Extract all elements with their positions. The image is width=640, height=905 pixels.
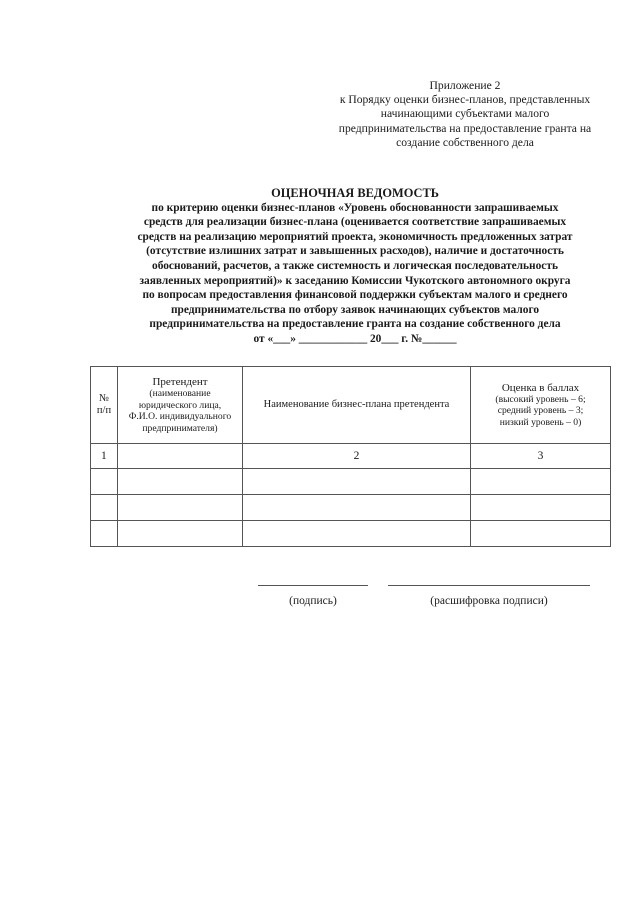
appendix-line: предпринимательства на предоставление гранта на bbox=[338, 121, 592, 135]
document-title: ОЦЕНОЧНАЯ ВЕДОМОСТЬ bbox=[271, 186, 439, 200]
table-cell[interactable] bbox=[471, 495, 611, 521]
table-cell: 3 bbox=[471, 444, 611, 469]
table-cell[interactable] bbox=[91, 495, 118, 521]
header-num-cell: № п/п bbox=[91, 367, 118, 444]
date-number-line: от «___» ____________ 20___ г. №______ bbox=[253, 332, 457, 345]
table-cell[interactable] bbox=[91, 521, 118, 547]
appendix-line: начинающими субъектами малого bbox=[380, 107, 550, 121]
heading-line: по критерию оценки бизнес-планов «Уровень обоснованности запрашиваемых bbox=[151, 201, 559, 214]
appendix-block bbox=[300, 79, 630, 150]
heading-line: обоснований, расчетов, а также системность и логическая последовательность bbox=[152, 259, 558, 272]
table-cell[interactable] bbox=[471, 521, 611, 547]
appendix-line: к Порядку оценки бизнес-планов, представленных bbox=[339, 93, 591, 107]
appendix-line: Приложение 2 bbox=[429, 79, 501, 92]
table-cell[interactable] bbox=[471, 469, 611, 495]
heading-line: предпринимательства на предоставление гранта на создание собственного дела bbox=[149, 318, 561, 331]
header-applicant-cell: Претендент (наименование юридического лица, Ф.И.О. индивидуального предпринимателя) bbox=[118, 367, 243, 444]
table-row bbox=[91, 495, 611, 521]
appendix-line: создание собственного дела bbox=[396, 135, 534, 149]
table-row bbox=[91, 469, 611, 495]
table-number-row bbox=[91, 444, 611, 469]
table-cell: 2 bbox=[243, 444, 471, 469]
table-cell[interactable] bbox=[91, 469, 118, 495]
table-cell[interactable] bbox=[118, 521, 243, 547]
heading-line: средств для реализации бизнес-плана (оценивается соответствие запрашиваемых bbox=[143, 216, 567, 229]
table-cell[interactable] bbox=[118, 469, 243, 495]
heading-line: заявленных мероприятий)» к заседанию Комиссии Чукотского автономного округа bbox=[139, 274, 571, 287]
table-cell[interactable] bbox=[243, 521, 471, 547]
signature-decode-label: (расшифровка подписи) bbox=[430, 595, 548, 607]
rating-table bbox=[90, 366, 611, 547]
heading-line: средств на реализацию мероприятий проекта, экономичность предложенных затрат bbox=[137, 230, 573, 243]
table-cell[interactable] bbox=[243, 495, 471, 521]
heading-line: (отсутствие излишних затрат и завышенных расходов), наличие и достаточность bbox=[146, 245, 564, 258]
table-cell[interactable] bbox=[243, 469, 471, 495]
signature-line bbox=[258, 585, 368, 586]
signature-label: (подпись) bbox=[289, 595, 337, 607]
table-cell bbox=[118, 444, 243, 469]
table-row bbox=[91, 521, 611, 547]
document-heading bbox=[60, 186, 640, 347]
table-cell: 1 bbox=[91, 444, 118, 469]
heading-line: по вопросам предоставления финансовой поддержки субъектам малого и среднего bbox=[142, 289, 568, 302]
table-header-row bbox=[91, 367, 611, 444]
header-plan-cell: Наименование бизнес-плана претендента bbox=[243, 367, 471, 444]
header-score-cell: Оценка в баллах (высокий уровень – 6; средний уровень – 3; низкий уровень – 0) bbox=[471, 367, 611, 444]
table-cell[interactable] bbox=[118, 495, 243, 521]
signature-decode-line bbox=[388, 585, 590, 586]
heading-line: предпринимательства по отбору заявок начинающих субъектов малого bbox=[170, 303, 540, 316]
